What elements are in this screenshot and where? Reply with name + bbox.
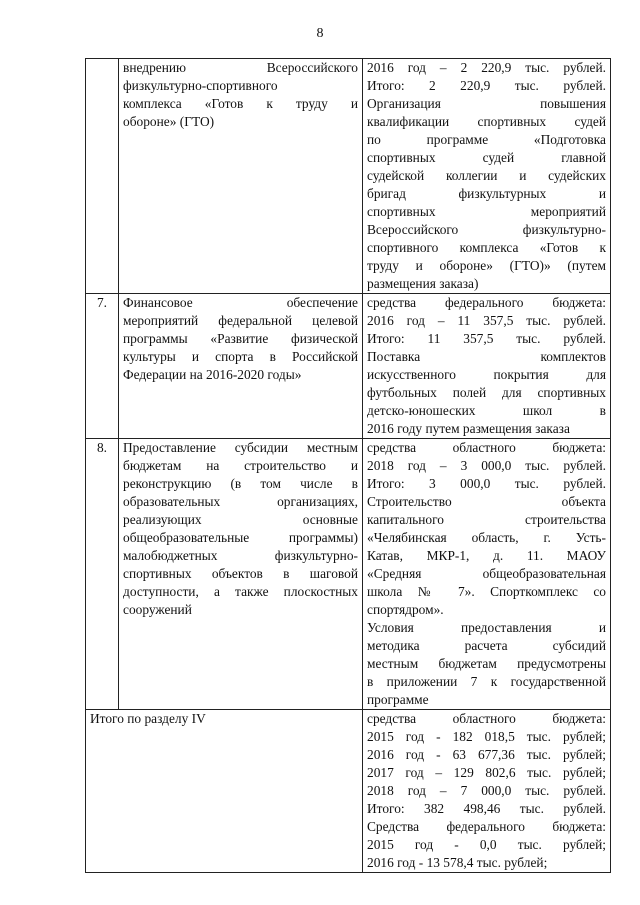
text-line: реализующих основные: [123, 512, 358, 527]
text-line: Предоставление субсидии местным: [123, 440, 358, 455]
text-line: Итого: 3 000,0 тыс. рублей.: [367, 476, 606, 491]
row-number: [86, 59, 119, 294]
text-line: Итого: 382 498,46 тыс. рублей.: [367, 801, 606, 816]
page-number: 8: [316, 26, 324, 41]
text-line: спортивных мероприятий: [367, 204, 606, 219]
text-line: доступности, а также плоскостных: [123, 584, 358, 599]
text-line: общеобразовательные программы): [123, 530, 358, 545]
text-line: обороне» (ГТО): [123, 114, 215, 129]
text-line: футбольных полей для спортивных: [367, 385, 606, 400]
text-line: средства федерального бюджета:: [367, 295, 606, 310]
total-financing: [363, 710, 611, 873]
text-line: 2018 год – 7 000,0 тыс. рублей.: [367, 783, 606, 798]
text-line: Всероссийского физкультурно-: [367, 222, 606, 237]
text-line: Организация повышения: [367, 96, 606, 111]
financing-info: [363, 294, 611, 439]
text-line: программы «Развитие физической: [123, 331, 358, 346]
text-line: Итого: 11 357,5 тыс. рублей.: [367, 331, 606, 346]
table-body: [86, 59, 611, 873]
text-line: Катав, МКР-1, д. 11. МАОУ: [367, 548, 606, 563]
text-line: сооружений: [123, 602, 192, 617]
text-line: реконструкцию (в том числе в: [123, 476, 358, 491]
text-line: спортядром».: [367, 602, 444, 617]
text-line: спортивного комплекса «Готов к: [367, 240, 606, 255]
text-line: 2018 год – 3 000,0 тыс. рублей.: [367, 458, 606, 473]
text-line: в приложении 7 к государственной: [367, 674, 606, 689]
total-row: [86, 710, 611, 873]
text-line: 2015 год - 182 018,5 тыс. рублей;: [367, 729, 606, 744]
text-line: малобюджетных физкультурно-: [123, 548, 358, 563]
text-line: «Челябинская область, г. Усть-: [367, 530, 606, 545]
text-line: 2016 год – 2 220,9 тыс. рублей.: [367, 60, 606, 75]
text-line: Средства федерального бюджета:: [367, 819, 606, 834]
text-line: капитального строительства: [367, 512, 606, 527]
row-number: 7.: [86, 294, 119, 439]
text-line: программе: [367, 692, 429, 707]
text-line: комплекса «Готов к труду и: [123, 96, 358, 111]
program-table: [85, 58, 611, 873]
text-line: судейской коллегии и судейских: [367, 168, 606, 183]
text-line: детско-юношеских школ в: [367, 403, 606, 418]
table-row: [86, 59, 611, 294]
text-line: местным бюджетам предусмотрены: [367, 656, 606, 671]
table-row: [86, 439, 611, 710]
text-line: труду и обороне» (ГТО)» (путем: [367, 258, 606, 273]
text-line: средства областного бюджета:: [367, 711, 606, 726]
text-line: спортивных судей главной: [367, 150, 606, 165]
text-line: Поставка комплектов: [367, 349, 606, 364]
financing-info: [363, 439, 611, 710]
text-line: «Средняя общеобразовательная: [367, 566, 606, 581]
text-line: средства областного бюджета:: [367, 440, 606, 455]
text-line: Условия предоставления и: [367, 620, 606, 635]
measure-description: [119, 294, 363, 439]
text-line: школа № 7». Спорткомплекс со: [367, 584, 606, 599]
text-line: культуры и спорта в Российской: [123, 349, 358, 364]
text-line: Строительство объекта: [367, 494, 606, 509]
text-line: Федерации на 2016-2020 годы»: [123, 367, 302, 382]
text-line: мероприятий федеральной целевой: [123, 313, 358, 328]
text-line: методика расчета субсидий: [367, 638, 606, 653]
row-number: 8.: [86, 439, 119, 710]
text-line: образовательных организациях,: [123, 494, 358, 509]
text-line: бригад физкультурных и: [367, 186, 606, 201]
table-row: [86, 294, 611, 439]
total-label: Итого по разделу IV: [86, 710, 363, 873]
financing-info: [363, 59, 611, 294]
text-line: внедрению Всероссийского: [123, 60, 358, 75]
text-line: спортивных объектов в шаговой: [123, 566, 358, 581]
measure-description: [119, 439, 363, 710]
text-line: размещения заказа): [367, 276, 479, 291]
text-line: 2015 год - 0,0 тыс. рублей;: [367, 837, 606, 852]
text-line: квалификации спортивных судей: [367, 114, 606, 129]
measure-description: [119, 59, 363, 294]
text-line: Финансовое обеспечение: [123, 295, 358, 310]
text-line: 2016 год - 63 677,36 тыс. рублей;: [367, 747, 606, 762]
text-line: Итого: 2 220,9 тыс. рублей.: [367, 78, 606, 93]
text-line: бюджетам на строительство и: [123, 458, 358, 473]
text-line: 2016 год – 11 357,5 тыс. рублей.: [367, 313, 606, 328]
text-line: 2016 году путем размещения заказа: [367, 421, 570, 436]
text-line: физкультурно-спортивного: [123, 78, 278, 93]
text-line: 2016 год - 13 578,4 тыс. рублей;: [367, 855, 548, 870]
text-line: по программе «Подготовка: [367, 132, 606, 147]
text-line: 2017 год – 129 802,6 тыс. рублей;: [367, 765, 606, 780]
text-line: искусственного покрытия для: [367, 367, 606, 382]
